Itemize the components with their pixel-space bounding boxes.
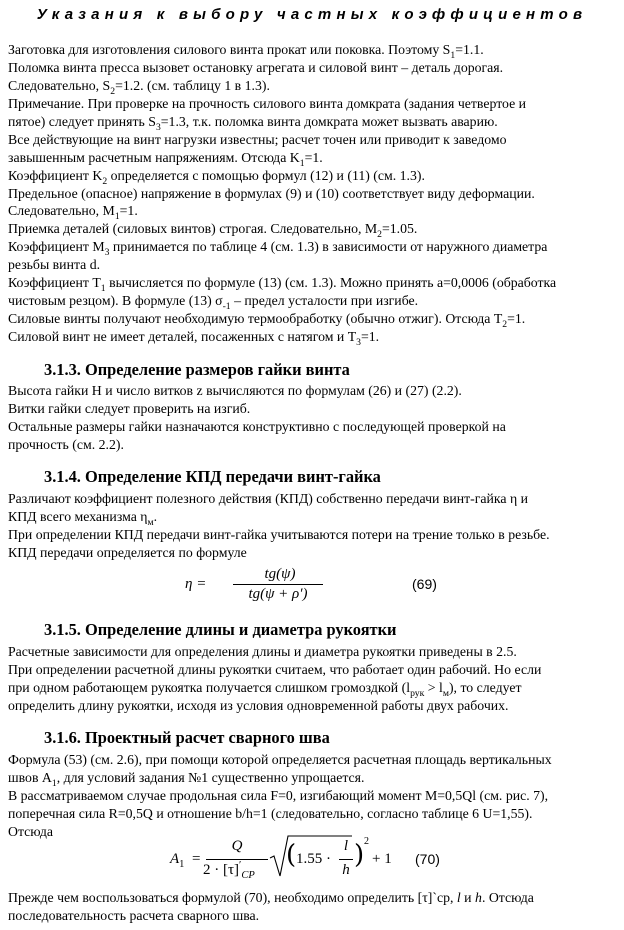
text-line: Все действующие на винт нагрузки известны; расчет точен или приводит к заведомо (8, 132, 507, 147)
text-line: Силовой винт не имеет деталей, посаженных с натягом и $T_3=1$. (8, 329, 380, 348)
formula-numerator: Q (231, 838, 243, 854)
text-line: Витки гайки следует проверить на изгиб. (8, 401, 251, 416)
text-line: Коэффициент $K_2$ определяется с помощью формул (12) и (11) (см. 1.3). (8, 168, 425, 187)
fraction-bar (206, 859, 268, 860)
open-paren: ( (286, 840, 297, 870)
text-line: Коэффициент $T_1$ вычисляется по формуле (13) (см. 1.3). Можно принять a=0,0006 (обработка (8, 275, 557, 294)
equation-number: (70) (415, 851, 440, 867)
text-line: КПД всего механизма $\eta_м$. (8, 509, 158, 528)
formula-inner-denominator: h (342, 862, 350, 878)
formula-denominator: tg(ψ + ρ′) (248, 586, 308, 602)
text-line: Отсюда (8, 824, 54, 839)
text-line: При определении расчетной длины рукоятки считаем, что работает один рабочий. Но если (8, 662, 542, 677)
text-line: при одном работающем рукоятка получается слишком громоздкой $(l_{рук} > l_м)$, то следует (8, 680, 522, 699)
text-line: КПД передачи определяется по формуле (8, 545, 247, 560)
formula-lhs: η = (185, 576, 207, 592)
text-line: Расчетные зависимости для определения длины и диаметра рукоятки приведены в 2.5. (8, 644, 517, 659)
formula-plus-one: + 1 (372, 851, 392, 867)
text-line: Следовательно, $S_2=1.2$. (см. таблицу 1 в 1.3). (8, 78, 270, 97)
formula-coefficient: 1.55 · (296, 851, 331, 867)
formula-equals: = (192, 851, 201, 867)
text-line: Приемка деталей (силовых винтов) строгая. Следовательно, $M_2=1.05$. (8, 221, 418, 240)
text-line: швов $A_1$, для условий задания №1 существенно упрощается. (8, 770, 365, 789)
text-line: Высота гайки H и число витков z вычисляются по формулам (26) и (27) (2.2). (8, 383, 462, 398)
formula-lhs: $A_1$ (170, 851, 185, 870)
fraction-bar (233, 584, 323, 585)
formula-power: 2 (364, 836, 369, 847)
text-line: прочность (см. 2.2). (8, 437, 124, 452)
text-line: определить длину рукоятки, исходя из условия одновременной работы двух рабочих. (8, 698, 509, 713)
text-line: Поломка винта пресса вызовет остановку агрегата и силовой винт – деталь дорогая. (8, 60, 504, 75)
equation-number: (69) (412, 576, 437, 592)
text-line: Следовательно, $M_1=1$. (8, 203, 138, 222)
text-line: чистовым резцом). В формуле (13) $\sigma_{-1}$ – предел усталости при изгибе. (8, 293, 419, 312)
text-line: Силовые винты получают необходимую термообработку (обычно отжиг). Отсюда $T_2=1$. (8, 311, 526, 330)
formula-denominator: $2 \cdot [\tau]'_{CP}$ (203, 860, 255, 881)
text-line: Коэффициент $M_3$ принимается по таблице 4 (см. 1.3) в зависимости от наружного диаметра (8, 239, 548, 258)
text-line: Остальные размеры гайки назначаются конструктивно с последующей проверкой на (8, 419, 506, 434)
text-line: пятое) следует принять $S_3=1.3$, т.к. поломка винта домкрата может вызвать аварию. (8, 114, 498, 133)
text-line: резьбы винта d. (8, 257, 101, 272)
close-paren: ) (354, 840, 365, 870)
section-heading-3-1-5: 3.1.5. Определение длины и диаметра рукоятки (44, 620, 397, 639)
section-heading-3-1-4: 3.1.4. Определение КПД передачи винт-гайка (44, 467, 381, 486)
text-line: В рассматриваемом случае продольная сила F=0, изгибающий момент M=0,5Ql (см. рис. 7), (8, 788, 549, 803)
formula-inner-numerator: l (343, 838, 349, 854)
text-line: последовательность расчета сварного шва. (8, 908, 260, 923)
text-line: Предельное (опасное) напряжение в формулах (9) и (10) соответствует виду деформации. (8, 186, 535, 201)
text-line: Заготовка для изготовления силового винта прокат или поковка. Поэтому $S_1=1.1$. (8, 42, 484, 61)
inner-fraction-bar (339, 859, 353, 860)
formula-numerator: tg(ψ) (264, 566, 296, 582)
text-line: завышенным расчетным напряжениям. Отсюда $K_1=1$. (8, 150, 323, 169)
text-line: поперечная сила R=0,5Q и отношение b/h=1 (следовательно, согласно таблице 6 U=1,55). (8, 806, 533, 821)
text-line: Формула (53) (см. 2.6), при помощи которой определяется расчетная площадь вертикальных (8, 752, 552, 767)
text-line: Прежде чем воспользоваться формулой (70), необходимо определить [τ]`cp, l и h. Отсюда (8, 890, 534, 905)
section-heading-3-1-6: 3.1.6. Проектный расчет сварного шва (44, 728, 330, 747)
section-heading-3-1-3: 3.1.3. Определение размеров гайки винта (44, 360, 350, 379)
text-line: Примечание. При проверке на прочность силового винта домкрата (задания четвертое и (8, 96, 527, 111)
page-title: Указания к выбору частных коэффициентов (36, 6, 588, 23)
text-line: При определении КПД передачи винт-гайка учитываются потери на трение только в резьбе. (8, 527, 550, 542)
text-line: Различают коэффициент полезного действия (КПД) собственно передачи винт-гайка η и (8, 491, 529, 506)
